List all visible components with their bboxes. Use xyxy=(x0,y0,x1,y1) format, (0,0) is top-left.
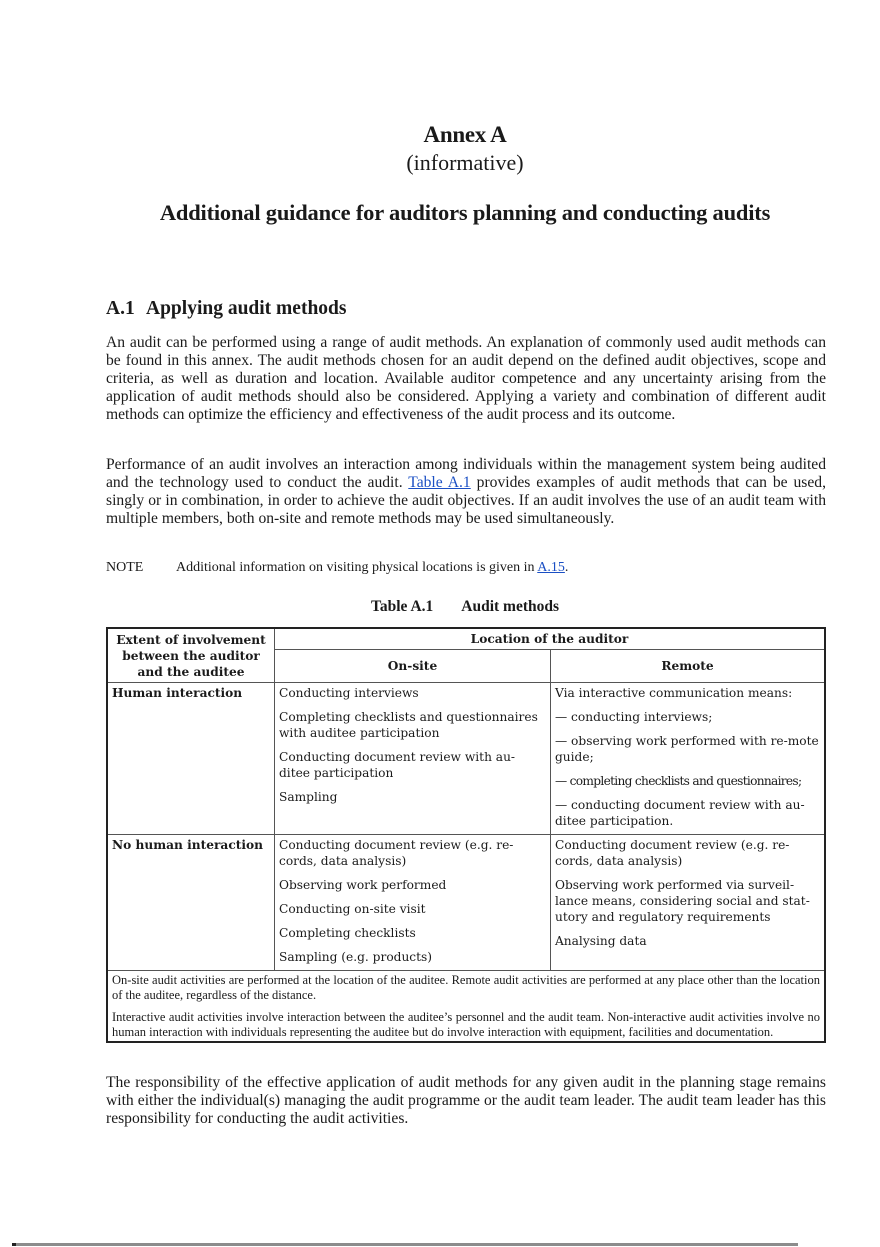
method-item: — conducting document review with au-ditee participation. xyxy=(555,798,805,828)
audit-methods-table xyxy=(106,627,826,1043)
header-location: Location of the auditor xyxy=(275,628,826,650)
method-item: Completing checklists and questionnaires with auditee participation xyxy=(279,710,538,740)
note xyxy=(106,560,568,576)
footnote: On-site audit activities are performed at the location of the auditee. Remote audit activities are performed at any place other than the location of the auditee, regardless of the distance. xyxy=(112,973,820,1002)
remote-cell xyxy=(551,683,826,835)
annex-heading: Additional guidance for auditors planning and conducting audits xyxy=(159,200,771,225)
method-item: Conducting document review (e.g. re-cords, data analysis) xyxy=(555,838,790,868)
table-footnotes xyxy=(107,971,825,1043)
method-item: — conducting interviews; xyxy=(555,710,713,724)
section-title: Applying audit methods xyxy=(146,298,347,319)
paragraph-intro: An audit can be performed using a range of audit methods. An explanation of commonly used audit methods can be found in this annex. The audit methods chosen for an audit depend on the defined audit objectives, scope and criteria, as well as duration and location. Available auditor competence and any uncertainty arising from the application of audit methods should also be considered. Applying a variety and combination of different audit methods can optimize the efficiency and effectiveness of the audit process and its outcome. xyxy=(106,334,826,423)
footnote: Interactive audit activities involve interaction between the auditee’s personnel and the audit team. Non-interactive audit activities involve no human interaction with individuals representing the auditee but do involve interaction with equipment, facilities and documentation. xyxy=(112,1010,820,1039)
a15-link[interactable]: A.15 xyxy=(537,560,565,575)
method-item: Conducting interviews xyxy=(279,686,419,700)
method-item: — completing checklists and questionnaires; xyxy=(555,774,802,788)
paragraph-text: provides examples of audit methods that can be used, singly or in combination, in order to achieve the audit objectives. If an audit involves the use of an audit team with multiple members, both on-site and remote methods may be used simultaneously. xyxy=(106,474,826,527)
paragraph-text: Performance of an audit involves an interaction among individuals within the management system being audited and the technology used to conduct the audit. xyxy=(106,456,826,491)
method-item: Via interactive communication means: xyxy=(555,686,793,700)
table-caption-number: Table A.1 xyxy=(370,598,434,615)
row-label: Human interaction xyxy=(107,683,275,835)
method-item: Conducting document review (e.g. re-cords, data analysis) xyxy=(279,838,514,868)
method-item: Observing work performed xyxy=(279,878,447,892)
annex-title: Annex A xyxy=(423,122,507,147)
row-label: No human interaction xyxy=(107,835,275,971)
annex-subtitle: (informative) xyxy=(406,150,524,175)
method-item: — observing work performed with re-mote guide; xyxy=(555,734,819,764)
header-extent: Extent of involvement between the auditor and the auditee xyxy=(107,628,275,683)
method-item: Observing work performed via surveil-lance means, considering social and stat-utory and regulatory requirements xyxy=(555,878,810,924)
horizontal-scrollbar[interactable] xyxy=(12,1243,798,1246)
table-caption xyxy=(0,598,880,616)
scrollbar-thumb[interactable] xyxy=(12,1243,16,1246)
table-caption-title: Audit methods xyxy=(461,598,560,615)
section-number: A.1 xyxy=(106,298,135,319)
section-heading xyxy=(106,298,346,320)
paragraph-performance xyxy=(106,456,826,528)
table-a1-link[interactable]: Table A.1 xyxy=(408,474,471,491)
paragraph-responsibility: The responsibility of the effective application of audit methods for any given audit in the planning stage remains with either the individual(s) managing the audit programme or the audit team leader. The audit team leader has this responsibility for conducting the audit activities. xyxy=(106,1074,826,1127)
note-end: . xyxy=(564,560,569,575)
onsite-cell xyxy=(275,835,551,971)
note-label: NOTE xyxy=(106,560,144,575)
header-remote: Remote xyxy=(551,650,826,683)
table-header-row xyxy=(107,628,825,650)
table-row xyxy=(107,683,825,835)
method-item: Completing checklists xyxy=(279,926,416,940)
table-footnote-row xyxy=(107,971,825,1043)
method-item: Analysing data xyxy=(555,934,647,948)
method-item: Conducting on-site visit xyxy=(279,902,426,916)
note-text: Additional information on visiting physical locations is given in xyxy=(176,560,538,575)
method-item: Sampling (e.g. products) xyxy=(279,950,433,964)
onsite-cell xyxy=(275,683,551,835)
method-item: Conducting document review with au-ditee participation xyxy=(279,750,516,780)
table-row xyxy=(107,835,825,971)
remote-cell xyxy=(551,835,826,971)
method-item: Sampling xyxy=(279,790,338,804)
header-onsite: On-site xyxy=(275,650,551,683)
